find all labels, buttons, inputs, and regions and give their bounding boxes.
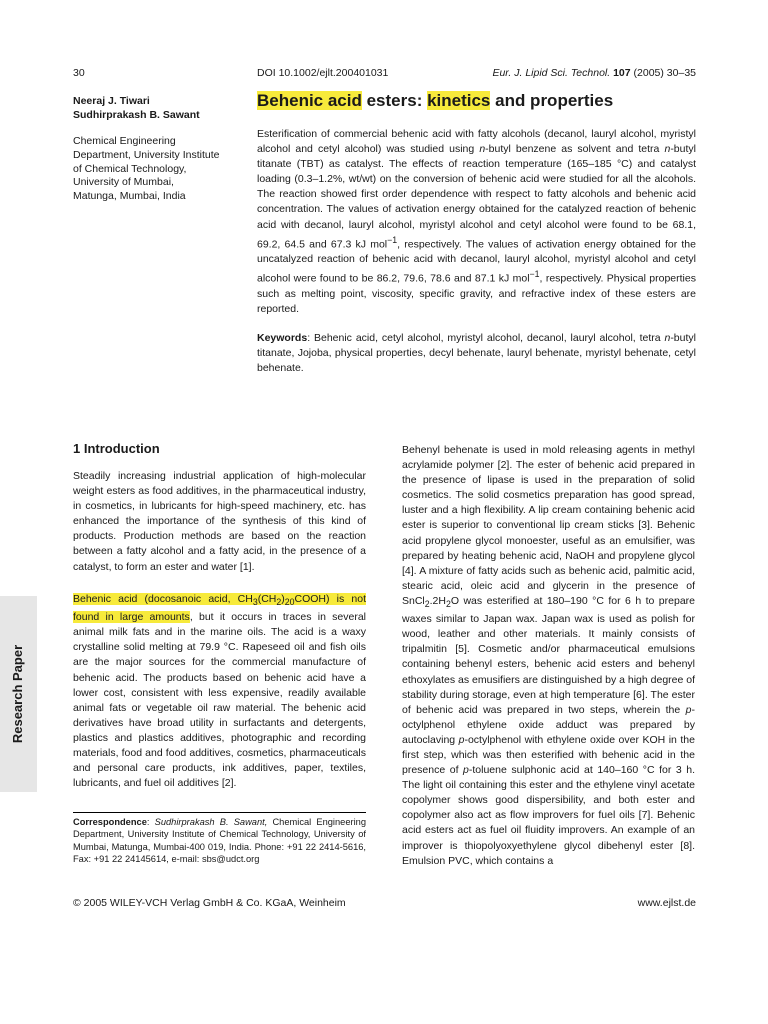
correspondence-note: Correspondence: Sudhirprakash B. Sawant, Chemical Engineering Department, University Institute of Chemical Technology, University of Mumbai, Matunga, Mumbai-400 019, India. Phone: +91 22 2414-5616, Fax: +91 22 24145614, e-mail: sbs@udct.org bbox=[73, 817, 366, 864]
title-highlight-behenic-acid[interactable]: Behenic acid bbox=[257, 91, 362, 110]
title-text: and properties bbox=[490, 91, 614, 110]
highlight-part: (CH bbox=[257, 593, 277, 605]
correspondence-text: Chemical Engineering Department, University Institute of Chemical Technology, University of Mumbai, Matunga, Mumbai-400 019, India. Phone: +91 22 2414-5616, Fax: +91 22 24145614, e-mail: sbs@udct.org bbox=[73, 817, 366, 864]
affiliation-line: of Chemical Technology, bbox=[73, 162, 187, 175]
subscript: 2 bbox=[276, 597, 282, 608]
abstract-superscript: −1 bbox=[387, 234, 398, 245]
keywords-label: Keywords bbox=[257, 332, 308, 344]
author-name: Sudhirprakash B. Sawant bbox=[73, 109, 200, 121]
keywords-italic: n bbox=[664, 332, 671, 344]
abstract-text: -butyl titanate (TBT) as catalyst. The effects of reaction temperature (165–185 °C) and catalyst loading (0.3–1.2%, wt/wt) on the conversion of behenic acid were studied for all the alcohols. The reaction showed first order dependence with respect to fatty alcohols and behenic acid concentration. The values of activation energy obtained for the catalyzed reaction of behenic acid with decanol, lauryl alcohol, myristyl alcohol and cetyl alcohol were found to be 68.1, 69.2, 64.5 and 67.3 kJ mol bbox=[257, 143, 696, 251]
affiliation-line: University of Mumbai, bbox=[73, 176, 174, 189]
intro-paragraph bbox=[73, 592, 366, 791]
title-text: esters: bbox=[361, 91, 428, 110]
journal-citation bbox=[492, 66, 696, 80]
italic-text: p bbox=[463, 764, 469, 777]
paragraph-text: -toluene sulphonic acid at 140–160 °C for 3 h. The light oil containing this ester and the ethylene vinyl acetate copolymer shows good dispersibility, and both ester and copolymer also act as flow improvers for fuel oils [7]. Behenic acid esters act as fuel oil fluidity improvers. An example of an improver is thiopolyoxyethylene glycol dibehenyl ester [8]. Emulsion PVC, which contains a bbox=[402, 764, 695, 867]
paragraph-text: , but it occurs in traces in several animal milk fats and in the marine oils. The acid is a waxy crystalline solid melting at 79.9 °C. Rapeseed oil and fish oils are the major sources for the commercial manufacture of behenic acid. The products based on behenic acid have a lower cost, consistent with less expensive, readily available animal fats or vegetable oil raw material. The behenic acid derivatives have broad utility in surfactants and detergents, plastics and plastics additives, photographic and recording materials, food and food additives, cosmetics, pharmaceuticals and personal care products, ink additives, paper, textiles, lubricants, and fuel oil additives [2]. bbox=[73, 611, 366, 790]
italic-text: p bbox=[458, 733, 465, 746]
correspondence-label: Correspondence bbox=[73, 817, 147, 827]
highlighted-text[interactable]: Behenic acid (docosanoic acid, $CH_3(CH_2)_{20}COOH$) is not found in large amounts bbox=[73, 593, 366, 624]
right-column-paragraph bbox=[402, 443, 695, 869]
journal-year-pages: (2005) 30–35 bbox=[633, 67, 696, 79]
highlight-part: Behenic acid (docosanoic acid, CH bbox=[73, 593, 253, 605]
italic-text: p bbox=[685, 703, 692, 716]
abstract-text: , respectively. The values of activation energy obtained for the uncatalyzed reaction of behenic acid with decanol, lauryl alcohol, myristyl alcohol and cetyl alcohol were found to be 86.2, 79.6, 78.6 and 87.1 kJ mol bbox=[257, 238, 696, 285]
abstract-superscript: −1 bbox=[529, 269, 540, 280]
keywords-text: -butyl titanate, Jojoba, physical properties, decyl behenate, lauryl behenate, myristyl behenate, cetyl behenate. bbox=[257, 332, 696, 375]
abstract-text: , respectively. Physical properties such as melting point, viscosity, specific gravity, and refractive index of these esters are reported. bbox=[257, 272, 696, 316]
author-list bbox=[73, 94, 200, 122]
abstract-text: Esterification of commercial behenic acid with fatty alcohols (decanol, lauryl alcohol, myristyl alcohol and cetyl alcohol) was studied using bbox=[257, 128, 696, 156]
paragraph-text: O was esterified at 180–190 °C for 6 h to prepare waxes similar to Japan wax. Japan wax is used as polish for wood, leather and other materials. It mainly consists of tripalmitin [5]. Cosmetic and/or pharmaceutical emulsions containing behenyl esters, behenic acid esters and behenyl ethoxylates as emusifiers are distinguished by a high degree of stability during storage, even at high temperature [6]. The ester of behenic acid was prepared in two steps, wherein the bbox=[402, 594, 696, 716]
subscript: 2 bbox=[445, 599, 451, 610]
affiliation-line: Matunga, Mumbai, India bbox=[73, 190, 186, 203]
author-name: Neeraj J. Tiwari bbox=[73, 95, 150, 107]
journal-volume: 107 bbox=[613, 67, 631, 79]
paragraph-text: .2H bbox=[429, 594, 446, 607]
abstract-italic: n bbox=[664, 143, 671, 156]
journal-name: Eur. J. Lipid Sci. Technol. bbox=[492, 67, 611, 79]
article-title bbox=[257, 90, 613, 112]
paragraph-text: -octylphenol ethylene oxide adduct was prepared by autoclaving bbox=[402, 703, 695, 746]
paragraph-text: -octylphenol with ethylene oxide over KOH in the first step, which was then esterified with behenic acid in the presence of bbox=[402, 733, 695, 777]
keywords-text: : Behenic acid, cetyl alcohol, myristyl alcohol, decanol, lauryl alcohol, tetra bbox=[307, 332, 665, 344]
doi-link[interactable]: DOI 10.1002/ejlt.200401031 bbox=[257, 67, 389, 79]
subscript: 20 bbox=[284, 597, 295, 608]
affiliation bbox=[73, 135, 253, 204]
section-heading-introduction: 1 Introduction bbox=[73, 441, 160, 456]
subscript: 2 bbox=[424, 599, 430, 610]
abstract bbox=[257, 127, 696, 317]
highlight-part: COOH) is not found in large amounts bbox=[73, 593, 366, 624]
intro-paragraph: Steadily increasing industrial application of high-molecular weight esters as food additives, in the pharmaceutical industry, in cosmetics, in lubricants for high-speed machinery, etc. has enhanced the importance of the synthesis of this kind of products. Production methods are based on the reaction between a fatty alcohol and a fatty acid, in the presence of a catalyst, to form an ester and water [1]. bbox=[73, 470, 366, 573]
correspondence-name: Sudhirprakash B. Sawant, bbox=[154, 817, 268, 827]
journal-url-link[interactable]: www.ejlst.de bbox=[637, 897, 696, 909]
keywords bbox=[257, 331, 696, 376]
page-number: 30 bbox=[73, 67, 85, 79]
subscript: 3 bbox=[252, 597, 258, 608]
paragraph-text: Behenyl behenate is used in mold releasing agents in methyl acrylamide polymer [2]. The ester of behenic acid prepared in the presence of lipase is used in the preparation of solid cosmetics. The solid cosmetics preparation has good spread, luster and a high flexibility. A lip cream containing behenic acid ester is superior to conventional lip cream sticks [3]. Behenic acid propylene glycol monoester, useful as an emulsifier, was prepared by heating behenic acid, NaOH and propylene glycol [4]. A mixture of fatty acids such as behenic acid, palmitic acid, stearic acid, oleic acid and glycerin in the presence of SnCl bbox=[402, 444, 695, 607]
copyright-notice: © 2005 WILEY-VCH Verlag GmbH & Co. KGaA, Weinheim bbox=[73, 897, 346, 909]
side-tab-label: Research Paper bbox=[10, 644, 25, 744]
affiliation-line: Chemical Engineering bbox=[73, 135, 176, 147]
affiliation-line: Department, University Institute bbox=[73, 148, 220, 161]
abstract-text: -butyl benzene as solvent and tetra bbox=[485, 143, 665, 156]
title-highlight-kinetics[interactable]: kinetics bbox=[427, 91, 491, 110]
abstract-italic: n bbox=[479, 143, 486, 156]
correspondence-divider bbox=[73, 812, 366, 813]
